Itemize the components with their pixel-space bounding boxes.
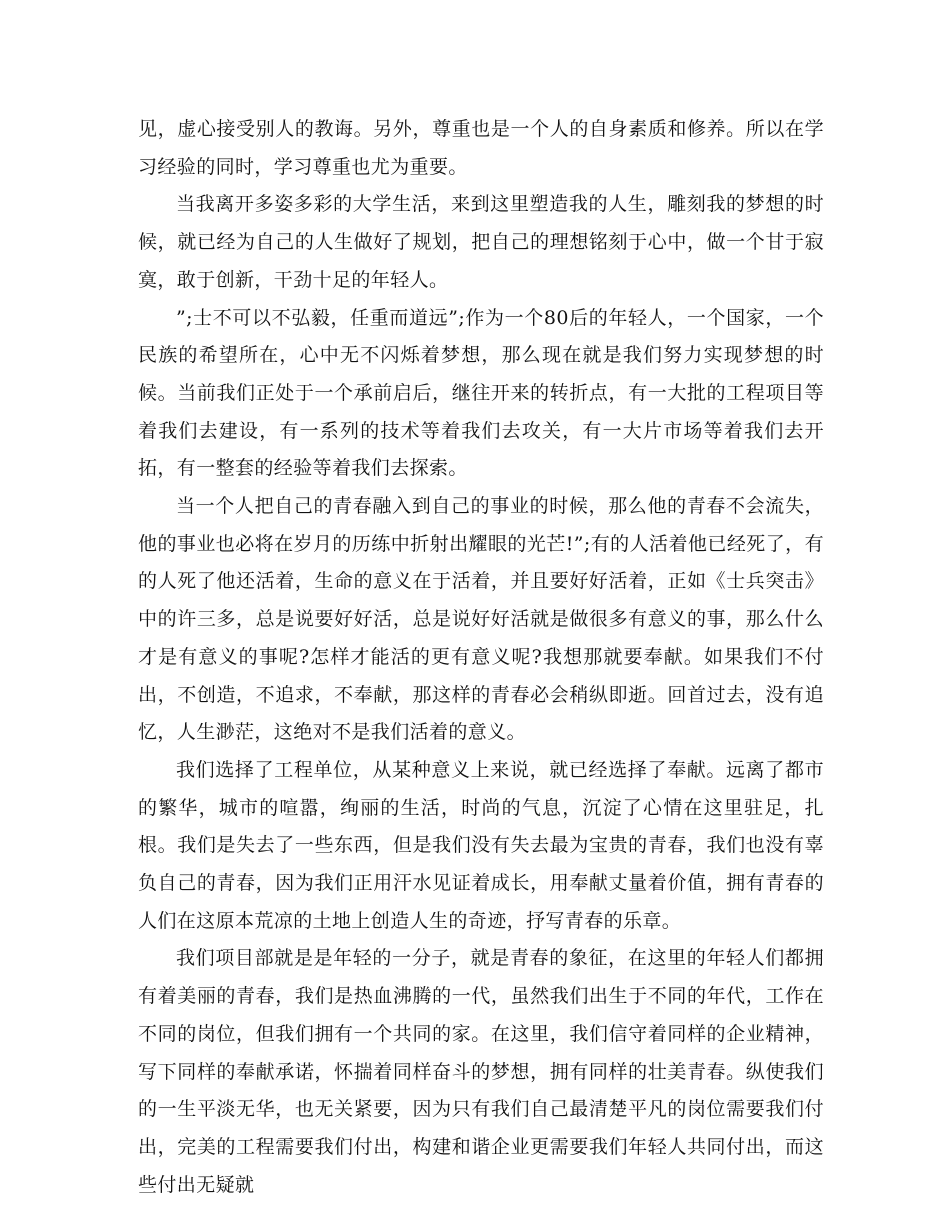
- paragraph-3: ”;士不可以不弘毅，任重而道远”;作为一个80后的年轻人，一个国家，一个民族的希望所在，心中无不闪烁着梦想，那么现在就是我们努力实现梦想的时候。当前我们正处于一个承前启后，继往开来的转折点，有一大批的工程项目等着我们去建设，有一系列的技术等着我们去攻关，有一大片市场等着我们去开拓，有一整套的经验等着我们去探索。: [138, 306, 824, 480]
- paragraph-4: 当一个人把自己的青春融入到自己的事业的时候，那么他的青春不会流失，他的事业也必将在岁月的历练中折射出耀眼的光芒!”;有的人活着他已经死了，有的人死了他还活着，生命的意义在于活着，并且要好好活着，正如《士兵突击》中的许三多，总是说要好好活，总是说好好活就是做很多有意义的事，那么什么才是有意义的事呢?怎样才能活的更有意义呢?我想那就要奉献。如果我们不付出，不创造，不追求，不奉献，那这样的青春必会稍纵即逝。回首过去，没有追忆，人生渺茫，这绝对不是我们活着的意义。: [138, 495, 824, 744]
- paragraph-6: 我们项目部就是是年轻的一分子，就是青春的象征，在这里的年轻人们都拥有着美丽的青春，我们是热血沸腾的一代，虽然我们出生于不同的年代，工作在不同的岗位，但我们拥有一个共同的家。在这里，我们信守着同样的企业精神，写下同样的奉献承诺，怀揣着同样奋斗的梦想，拥有同样的壮美青春。纵使我们的一生平淡无华，也无关紧要，因为只有我们自己最清楚平凡的岗位需要我们付出，完美的工程需要我们付出，构建和谐企业更需要我们年轻人共同付出，而这些付出无疑就: [138, 947, 824, 1196]
- paragraph-5: 我们选择了工程单位，从某种意义上来说，就已经选择了奉献。远离了都市的繁华，城市的喧嚣，绚丽的生活，时尚的气息，沉淀了心情在这里驻足，扎根。我们是失去了一些东西，但是我们没有失去最为宝贵的青春，我们也没有辜负自己的青春，因为我们正用汗水见证着成长，用奉献丈量着价值，拥有青春的人们在这原本荒凉的土地上创造人生的奇迹，抒写青春的乐章。: [138, 758, 824, 932]
- paragraph-1: 见，虚心接受别人的教诲。另外，尊重也是一个人的自身素质和修养。所以在学习经验的同时，学习尊重也尤为重要。: [138, 118, 824, 178]
- document-body: [138, 111, 824, 1204]
- paragraph-2: 当我离开多姿多彩的大学生活，来到这里塑造我的人生，雕刻我的梦想的时候，就已经为自己的人生做好了规划，把自己的理想铭刻于心中，做一个甘于寂寞，敢于创新，干劲十足的年轻人。: [138, 193, 824, 291]
